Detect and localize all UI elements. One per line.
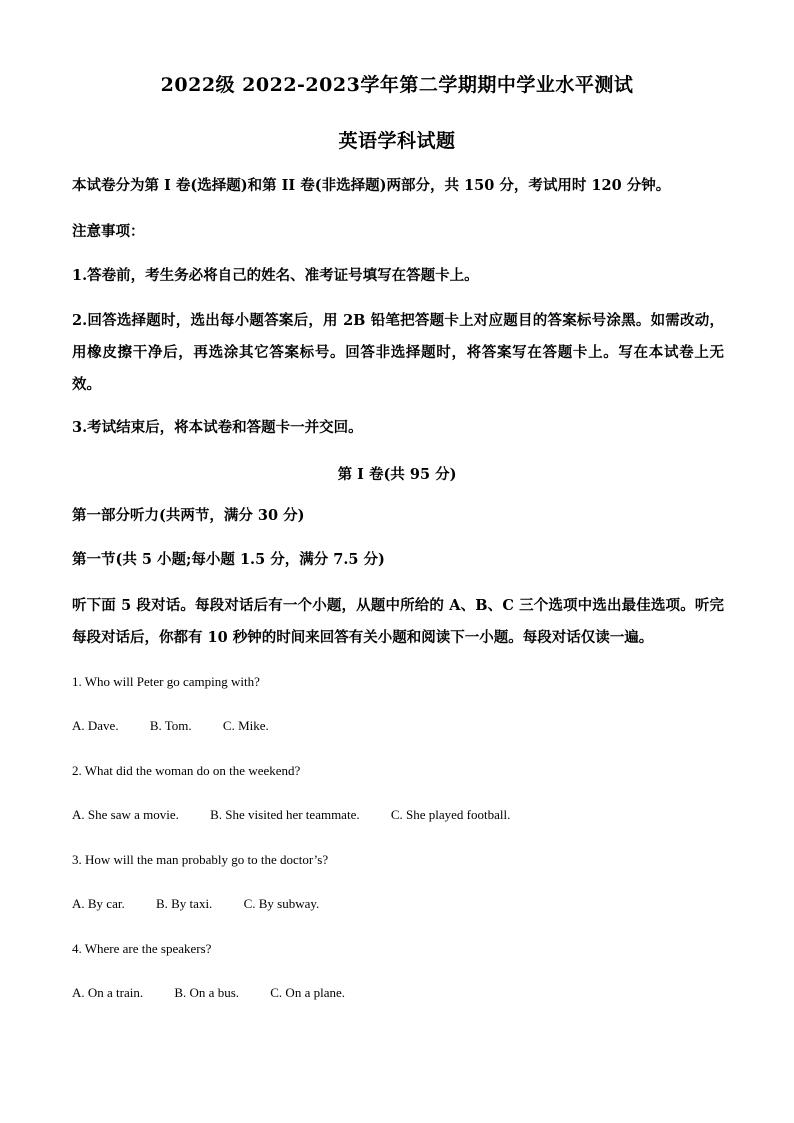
- part-1-heading: 第一部分听力(共两节，满分 30 分): [72, 507, 305, 524]
- question-2-option-a: A. She saw a movie.: [72, 807, 179, 822]
- question-4-option-a: A. On a train.: [72, 985, 144, 1000]
- question-4-options: [72, 985, 373, 1001]
- question-3-option-a: A. By car.: [72, 896, 125, 911]
- question-3-option-c: C. By subway.: [243, 896, 320, 911]
- question-4-option-b: B. On a bus.: [174, 985, 240, 1000]
- section-1-heading: 第一节(共 5 小题;每小题 1.5 分，满分 7.5 分): [72, 551, 385, 568]
- notice-item-2: 2.回答选择题时，选出每小题答案后，用 2B 铅笔把答题卡上对应题目的答案标号涂黑。如需改动，用橡皮擦干净后，再选涂其它答案标号。回答非选择题时，将答案写在答题卡上。写在本试卷上无效。: [72, 312, 724, 393]
- notice-item-3: 3.考试结束后，将本试卷和答题卡一并交回。: [72, 419, 363, 436]
- question-3-options: [72, 896, 347, 912]
- question-1-option-a: A. Dave.: [72, 718, 119, 733]
- question-4-stem: 4. Where are the speakers?: [72, 941, 212, 956]
- question-1-options: [72, 718, 297, 734]
- question-1-option-c: C. Mike.: [222, 718, 269, 733]
- notice-heading: 注意事项：: [72, 223, 145, 240]
- question-2-option-c: C. She played football.: [390, 807, 511, 822]
- question-1-stem: 1. Who will Peter go camping with?: [72, 674, 260, 689]
- exam-intro: 本试卷分为第 I 卷(选择题)和第 II 卷(非选择题)两部分，共 150 分，考试用时 120 分钟。: [72, 177, 671, 194]
- question-3-stem: 3. How will the man probably go to the doctor’s?: [72, 852, 329, 867]
- exam-title: 2022级 2022-2023学年第二学期期中学业水平测试: [160, 74, 634, 96]
- notice-item-1: 1.答卷前，考生务必将自己的姓名、准考证号填写在答题卡上。: [72, 267, 479, 284]
- question-2-options: [72, 807, 538, 823]
- question-2-stem: 2. What did the woman do on the weekend?: [72, 763, 301, 778]
- question-2-option-b: B. She visited her teammate.: [210, 807, 360, 822]
- listening-instruction: 听下面 5 段对话。每段对话后有一个小题，从题中所给的 A、B、C 三个选项中选出最佳选项。听完每段对话后，你都有 10 秒钟的时间来回答有关小题和阅读下一小题。每段对话仅读一遍。: [72, 597, 724, 646]
- question-1-option-b: B. Tom.: [149, 718, 192, 733]
- exam-subtitle: 英语学科试题: [338, 130, 456, 152]
- question-3-option-b: B. By taxi.: [155, 896, 213, 911]
- question-4-option-c: C. On a plane.: [270, 985, 345, 1000]
- volume-1-heading: 第 I 卷(共 95 分): [337, 466, 457, 483]
